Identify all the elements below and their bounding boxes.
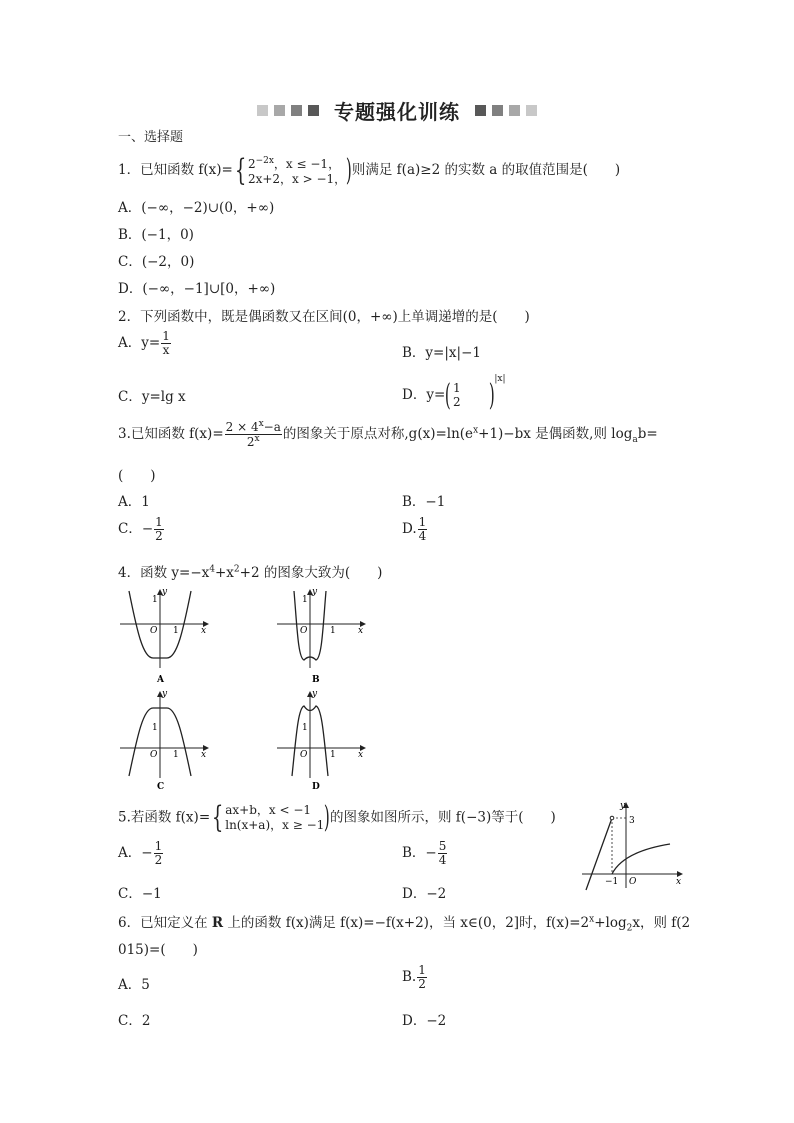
q3-mid2: +1)−bx 是偶函数,则 log (478, 426, 633, 443)
case-1: 2 (247, 157, 256, 171)
decor-square (509, 105, 520, 116)
graph-d (272, 688, 372, 792)
q3-prefix: 3.已知函数 f(x)= (118, 426, 224, 443)
numerator (225, 420, 282, 435)
case-2: ln(x+a)，x ≥ −1 (225, 818, 325, 832)
q2-a-prefix: A．y= (118, 335, 161, 352)
case-1: ax+b，x < −1 (225, 803, 312, 817)
q6-part3: +log (594, 915, 627, 931)
q1-option-d: D．(−∞，−1]∪[0，+∞) (118, 281, 276, 297)
q5-option-a (118, 840, 164, 867)
exponent-4: 4 (209, 564, 215, 575)
right-paren: ) (488, 377, 495, 413)
piecewise-cases (248, 154, 346, 187)
denominator: 2 (452, 394, 461, 409)
q1-suffix: 则满足 f(a)≥2 的实数 a 的取值范围是( ) (351, 162, 621, 178)
page-header (0, 96, 794, 125)
axis-label: y (620, 801, 626, 811)
axis-label: x (201, 750, 207, 760)
q5-b-prefix: B．− (402, 845, 437, 862)
q2-option-a (118, 330, 172, 357)
left-brace: { (234, 152, 247, 188)
q6-part1: 6．已知定义在 (118, 915, 212, 931)
decor-square (291, 105, 302, 116)
q6-part2: 上的函数 f(x)满足 f(x)=−f(x+2)，当 x∈(0，2]时，f(x)=2 (223, 915, 590, 931)
q5-graph (578, 800, 690, 892)
piecewise-cases (225, 803, 324, 833)
tick-label: 1 (330, 626, 336, 636)
tick-label: 1 (302, 595, 308, 605)
question-1-stem (118, 154, 620, 187)
q6-option-b (402, 964, 428, 991)
graph-c (115, 688, 215, 792)
tick-label: 1 (173, 626, 179, 636)
q6-part4: x，则 f(2 (632, 915, 691, 931)
tick-label: −1 (605, 877, 619, 887)
q4-suffix: +2 的图象大致为( ) (239, 565, 383, 581)
num-text: 2 × 4 (225, 420, 259, 434)
axis-label: x (201, 626, 207, 636)
fraction (154, 840, 164, 867)
case-1-condition: ，x ≤ −1， (273, 157, 341, 171)
set-r: R (211, 915, 224, 931)
exponent: x (589, 914, 595, 925)
numerator: 1 (452, 381, 461, 396)
denominator: 4 (438, 853, 447, 868)
q6-line2: 015)=( ) (118, 942, 198, 958)
exponent-2: 2 (233, 564, 240, 575)
fraction (438, 840, 448, 867)
graph-a (115, 586, 215, 686)
fraction (154, 516, 164, 543)
log-base: 2 (626, 923, 633, 934)
numerator: 5 (438, 839, 447, 853)
axis-label: x (358, 750, 364, 760)
graph-caption: C (157, 782, 165, 792)
q3-option-c (118, 516, 165, 543)
decor-square (492, 105, 503, 116)
graph-caption: B (312, 675, 320, 685)
origin-label: O (629, 877, 637, 887)
fraction (225, 420, 282, 449)
q5-option-b (402, 840, 448, 867)
q2-option-b: B．y=|x|−1 (402, 345, 481, 361)
question-5-stem (118, 800, 556, 835)
axis-label: y (312, 587, 318, 597)
q3-d-prefix: D. (402, 521, 417, 538)
right-paren: ) (346, 152, 352, 188)
origin-label: O (300, 626, 308, 636)
denominator: 4 (418, 529, 427, 544)
q2-d-prefix: D．y= (402, 387, 446, 403)
case-1-exponent: −2x (255, 156, 274, 166)
axis-label: x (358, 626, 364, 636)
numerator: 1 (418, 963, 426, 977)
decor-square (526, 105, 537, 116)
fraction (161, 330, 171, 357)
numerator: 1 (162, 329, 170, 343)
left-brace: { (211, 800, 224, 835)
log-base: a (632, 434, 638, 445)
tick-label: 1 (173, 750, 179, 760)
open-point (610, 816, 614, 820)
q2-option-c: C．y=lg x (118, 389, 186, 405)
tick-label: 3 (629, 816, 635, 826)
question-4-stem (118, 561, 382, 581)
q3-mid1: 的图象关于原点对称,g(x)=ln(e (282, 426, 474, 443)
den-text: 2 (246, 435, 255, 450)
numerator: 1 (154, 839, 163, 853)
origin-label: O (150, 750, 158, 760)
q1-option-b: B．(−1，0) (118, 227, 194, 243)
q1-option-c: C．(−2，0) (118, 254, 195, 270)
q1-option-a: A．(−∞，−2)∪(0，+∞) (118, 200, 275, 216)
page-title: 专题强化训练 (334, 100, 460, 124)
axis-label: y (312, 689, 318, 699)
denominator (225, 435, 282, 449)
q3-exponent: x (473, 425, 479, 436)
q3-option-a: A．1 (118, 494, 150, 510)
q3-c-prefix: C．− (118, 521, 154, 538)
q5-suffix: 的图象如图所示，则 f(−3)等于( ) (330, 809, 556, 826)
tick-label: 1 (152, 723, 158, 733)
decor-square (308, 105, 319, 116)
q2-option-d (402, 374, 505, 411)
q3-option-d (402, 516, 428, 543)
q6-option-d: D．−2 (402, 1013, 447, 1029)
log-piece (612, 844, 670, 874)
q6-option-c: C．2 (118, 1013, 151, 1029)
tick-label: 1 (302, 723, 308, 733)
denominator: 2 (154, 853, 163, 868)
section-heading: 一、选择题 (118, 130, 184, 145)
fraction (418, 516, 428, 543)
graph-caption: A (157, 675, 164, 685)
q6-option-a: A．5 (118, 977, 150, 993)
q1-prefix: 1．已知函数 f(x)= (118, 162, 233, 178)
q3-option-b: B．−1 (402, 494, 446, 510)
decor-square (475, 105, 486, 116)
question-6-stem (118, 911, 690, 934)
axis-label: x (676, 877, 682, 887)
left-paren: ( (445, 377, 452, 413)
graph-caption: D (312, 782, 320, 792)
q6-b-prefix: B. (402, 969, 417, 986)
tick-label: 1 (330, 750, 336, 760)
question-3-stem (118, 420, 658, 449)
fraction (452, 382, 462, 408)
q5-option-c: C．−1 (118, 886, 162, 902)
decor-square (257, 105, 268, 116)
right-paren: ) (324, 800, 331, 835)
origin-label: O (300, 750, 308, 760)
num-exponent: x (258, 419, 264, 429)
numerator: 1 (418, 515, 427, 529)
numerator: 1 (155, 515, 163, 529)
denominator: 2 (155, 529, 163, 544)
tick-label: 1 (152, 595, 158, 605)
graph-b (272, 586, 372, 686)
denominator: 2 (418, 977, 426, 992)
fraction (417, 964, 427, 991)
case-2: 2x+2，x > −1， (247, 172, 347, 186)
q3-suffix: b= (637, 426, 658, 443)
q5-option-d: D．−2 (402, 886, 447, 902)
question-2-stem: 2．下列函数中，既是偶函数又在区间(0，+∞)上单调递增的是( ) (118, 309, 530, 325)
q5-prefix: 5.若函数 f(x)= (118, 809, 211, 826)
axis-label: y (162, 587, 168, 597)
den-exponent: x (254, 434, 260, 445)
q4-prefix: 4．函数 y=−x (118, 565, 210, 581)
decor-square (274, 105, 285, 116)
num-suffix: −a (263, 420, 281, 434)
q5-a-prefix: A．− (118, 845, 153, 862)
denominator: x (162, 343, 170, 358)
origin-label: O (150, 626, 158, 636)
axis-label: y (162, 689, 168, 699)
exponent: |x| (494, 374, 506, 384)
q3-answer-paren: ( ) (118, 468, 156, 484)
q4-mid: +x (214, 565, 234, 581)
